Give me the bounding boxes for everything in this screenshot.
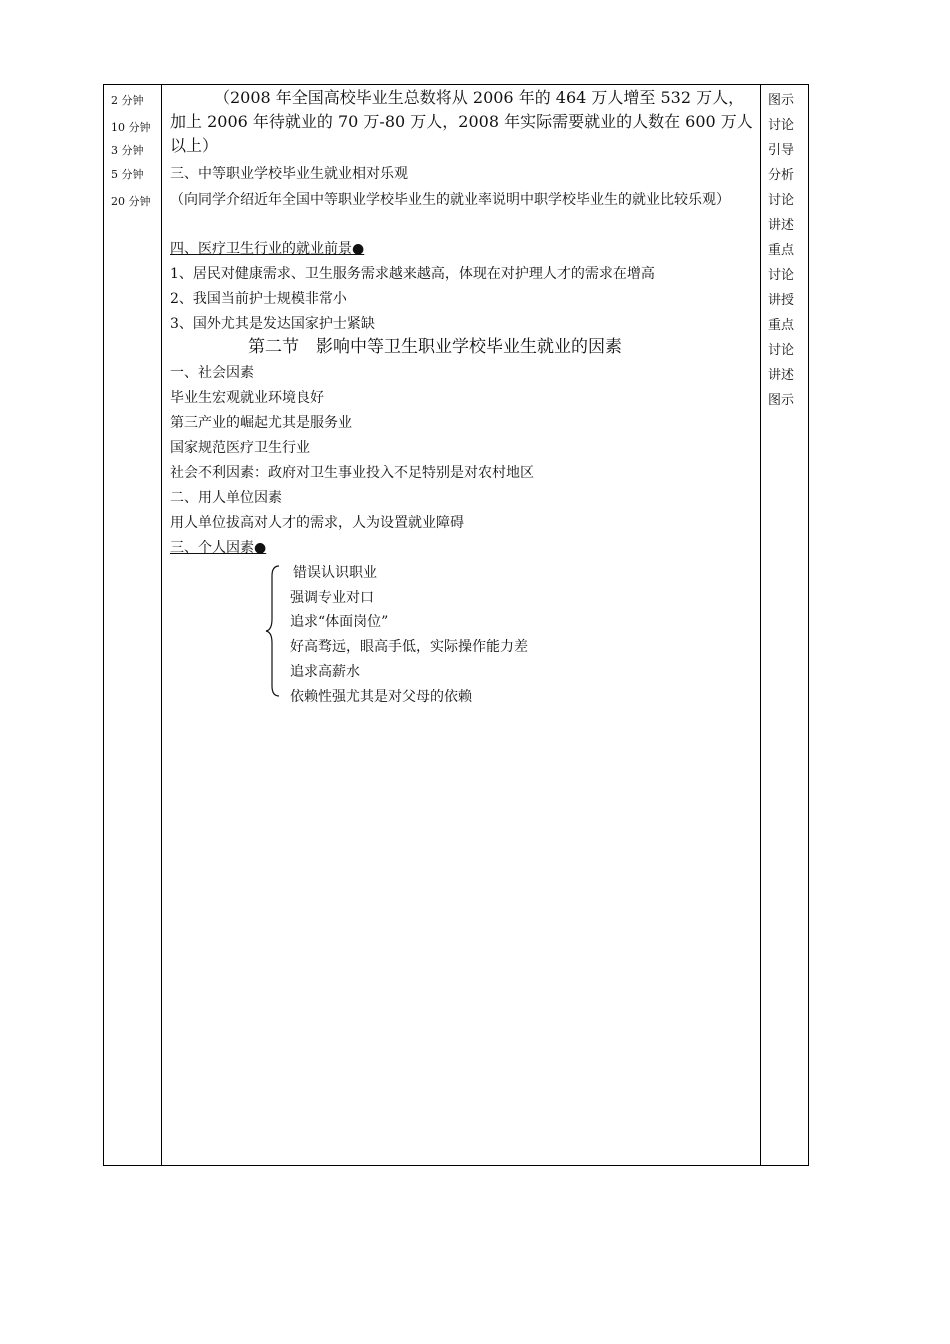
- personal-factor: 追求高薪水: [290, 664, 360, 680]
- method-cell: 讨论: [768, 118, 795, 133]
- employer-factor: 用人单位拔高对人才的需求，人为设置就业障碍: [170, 515, 464, 531]
- method-cell: 讲述: [768, 368, 795, 383]
- point-3: 3、国外尤其是发达国家护士紧缺: [170, 316, 375, 332]
- heading-vocational-outlook: 三、中等职业学校毕业生就业相对乐观: [170, 166, 408, 182]
- time-cell: 5 分钟: [111, 168, 144, 181]
- point-2: 2、我国当前护士规模非常小: [170, 291, 347, 307]
- heading-health-industry: 四、医疗卫生行业的就业前景●: [170, 241, 365, 257]
- heading-social-factors: 一、社会因素: [170, 365, 254, 381]
- social-factor: 第三产业的崛起尤其是服务业: [170, 415, 352, 431]
- method-cell: 图示: [768, 393, 795, 408]
- personal-factor: 强调专业对口: [290, 590, 374, 606]
- method-cell: 讨论: [768, 268, 795, 283]
- time-cell: 3 分钟: [111, 144, 144, 157]
- method-cell: 讨论: [768, 343, 795, 358]
- method-cell: 讨论: [768, 193, 795, 208]
- point-1: 1、居民对健康需求、卫生服务需求越来越高，体现在对护理人才的需求在增高: [170, 266, 655, 282]
- social-factor: 社会不利因素：政府对卫生事业投入不足特别是对农村地区: [170, 465, 534, 481]
- method-cell: 讲述: [768, 218, 795, 233]
- time-cell: 10 分钟: [111, 121, 151, 134]
- teaching-note: （向同学介绍近年全国中等职业学校毕业生的就业率说明中职学校毕业生的就业比较乐观）: [170, 192, 730, 208]
- method-cell: 讲授: [768, 293, 795, 308]
- method-cell: 重点: [768, 243, 795, 258]
- section-title: 第二节 影响中等卫生职业学校毕业生就业的因素: [248, 337, 622, 357]
- method-cell: 图示: [768, 93, 795, 108]
- heading-personal-factors: 三、个人因素●: [170, 540, 267, 556]
- social-factor: 国家规范医疗卫生行业: [170, 440, 310, 456]
- method-cell: 引导: [768, 143, 795, 158]
- curly-brace-icon: [263, 564, 281, 698]
- heading-employer-factors: 二、用人单位因素: [170, 490, 282, 506]
- social-factor: 毕业生宏观就业环境良好: [170, 390, 324, 406]
- statistics-note: （2008 年全国高校毕业生总数将从 2006 年的 464 万人增至 532 万人，加上 2006 年待就业的 70 万-80 万人，2008 年实际需要就业的人数在 600 万人以上）: [170, 88, 753, 155]
- personal-factor: 好高骛远，眼高手低，实际操作能力差: [290, 639, 528, 655]
- personal-factor: 错误认识职业: [293, 565, 377, 581]
- method-cell: 重点: [768, 318, 795, 333]
- column-divider: [760, 84, 761, 1166]
- method-cell: 分析: [768, 168, 795, 183]
- personal-factor: 依赖性强尤其是对父母的依赖: [290, 689, 472, 705]
- column-divider: [161, 84, 162, 1166]
- time-cell: 20 分钟: [111, 195, 151, 208]
- personal-factor: 追求“体面岗位”: [290, 614, 389, 630]
- time-cell: 2 分钟: [111, 94, 144, 107]
